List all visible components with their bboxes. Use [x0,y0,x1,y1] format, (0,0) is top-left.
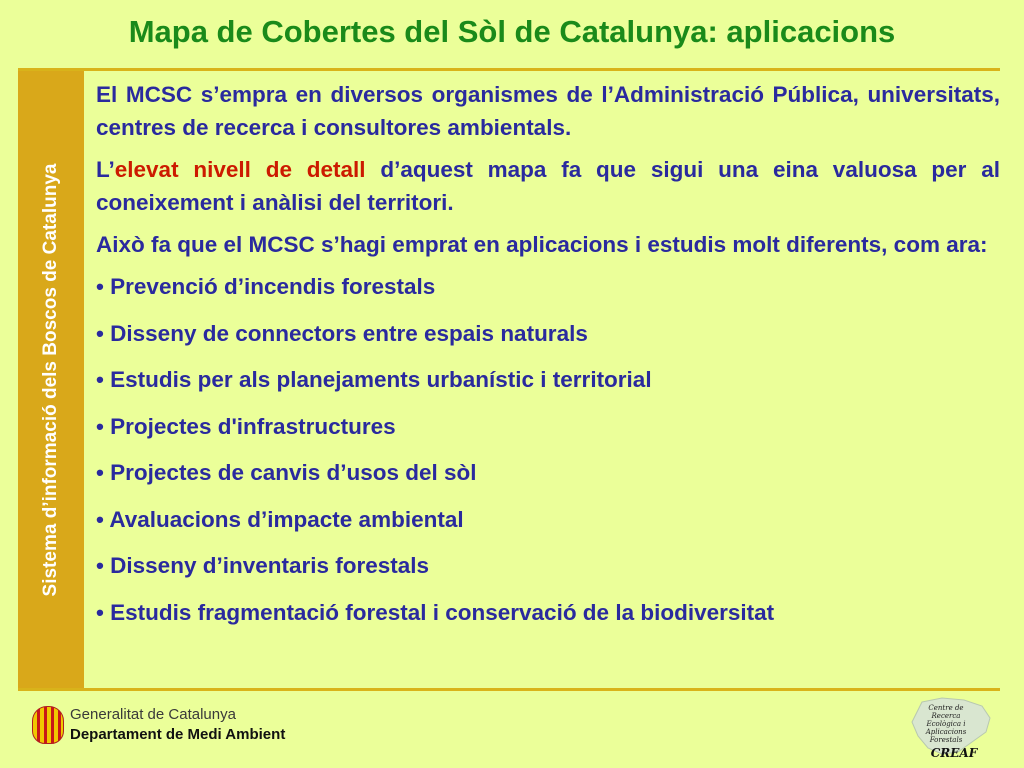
creaf-logo [902,694,996,764]
list-item [96,503,1000,550]
list-item-label: Projectes de canvis d’usos del sòl [110,460,477,485]
list-item-label: Disseny d’inventaris forestals [110,553,430,578]
catalan-flag-icon [32,706,64,744]
list-item-label: Projectes d'infrastructures [110,413,396,439]
list-item-label: Prevenció d’incendis forestals [110,274,436,299]
list-item-label: Disseny de connectors entre espais naturals [110,320,588,346]
creaf-line: Recerca [931,712,961,720]
creaf-line: Aplicacions [925,728,967,736]
list-item [96,410,1000,457]
paragraph-2-start: L’ [96,157,115,182]
paragraph-1: El MCSC s’empra en diversos organismes de l’Administració Pública, universitats, centres de recerca i consultores ambientals. [96,82,1000,140]
paragraph-2-end: d’aquest mapa fa que sigui una eina valuosa per al coneixement i anàlisi del territori. [96,157,1000,215]
list-item-label: Estudis per als planejaments urbanístic i territorial [110,367,652,392]
bullet-icon: • [96,506,104,532]
list-item [96,596,1000,632]
bullet-icon: • [96,367,104,392]
department-name: Departament de Medi Ambient [70,726,286,743]
list-item [96,456,1000,503]
paragraph-3: Això fa que el MCSC s’hagi emprat en aplicacions i estudis molt diferents, com ara: [96,232,988,257]
paragraph-2 [96,153,1000,219]
application-list [96,270,1000,632]
creaf-acronym: CREAF [930,746,978,760]
bottom-divider [18,688,1000,691]
bullet-icon: • [96,599,104,625]
bullet-icon: • [96,413,104,439]
creaf-line: Forestals [929,736,963,744]
creaf-line: Ecològica i [926,720,966,728]
main-content [96,78,1000,632]
gov-name: Generalitat de Catalunya [70,706,236,723]
list-item [96,549,1000,596]
bullet-icon: • [96,553,104,578]
top-divider [18,68,1000,71]
highlight-text: elevat nivell de detall [114,157,366,182]
list-item [96,270,1000,317]
list-item-label: Estudis fragmentació forestal i conservació de la biodiversitat [110,599,775,625]
list-item [96,317,1000,364]
sidebar-band [18,71,84,688]
bullet-icon: • [96,460,104,485]
list-item [96,363,1000,410]
bullet-icon: • [96,274,104,299]
creaf-full-name [916,704,976,744]
creaf-line: Centre de [928,704,964,712]
bullet-icon: • [96,320,104,346]
sidebar-label: Sistema d’informació dels Boscos de Catalunya [40,163,61,596]
list-item-label: Avaluacions d’impacte ambiental [109,506,464,532]
page-title: Mapa de Cobertes del Sòl de Catalunya: aplicacions [128,14,896,49]
